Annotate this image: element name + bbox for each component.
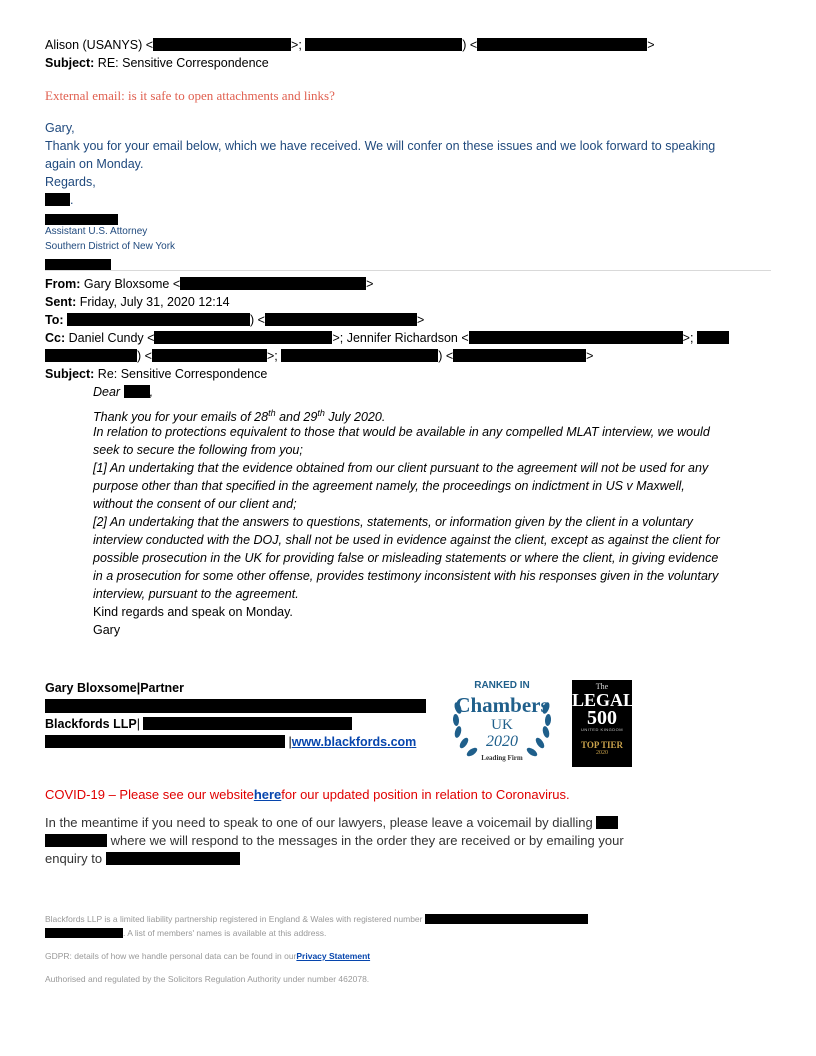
covid-notice: COVID-19 – Please see our websiteherefor our updated position in relation to Coronavirus.	[45, 787, 570, 802]
chambers-badge	[446, 678, 558, 768]
body-line: [1] An undertaking that the evidence obtained from our client pursuant to the agreement will not be used for any	[93, 461, 709, 475]
redaction	[152, 349, 267, 362]
cc-line-continued: ) < >; ) < >	[45, 347, 593, 365]
redaction	[45, 193, 70, 206]
redaction	[425, 914, 588, 924]
thanks-line: Thank you for your emails of 28th and 29th July 2020.	[93, 408, 386, 425]
redaction	[45, 349, 137, 362]
redaction	[45, 834, 107, 847]
to-line: Alison (USANYS) < >; ) < >	[45, 38, 655, 52]
body-line: possible prosecution in the UK for providing false or misleading statements or where the client, in giving evidence	[93, 551, 719, 565]
body-line: [2] An undertaking that the answers to questions, statements, or information given by the client in a voluntary	[93, 515, 693, 529]
redaction	[67, 313, 250, 326]
kind-regards-line: Kind regards and speak on Monday.	[93, 605, 293, 619]
signature-website-line: |www.blackfords.com	[45, 733, 416, 751]
redaction	[45, 735, 285, 748]
reply-signoff-name: .	[45, 191, 73, 209]
to-line-original: To: ) < >	[45, 313, 425, 327]
body-line: seek to secure the following from you;	[93, 443, 303, 457]
external-email-warning: External email: is it safe to open attachments and links?	[45, 88, 335, 103]
signature-firm: Blackfords LLP|	[45, 715, 352, 733]
chambers-year: 2020	[486, 733, 518, 750]
sra-line: Authorised and regulated by the Solicitors Regulation Authority under number 462078.	[45, 974, 370, 984]
redaction	[469, 331, 683, 344]
reply-body-line: Thank you for your email below, which we have received. We will confer on these issues and we look forward to speaking	[45, 139, 716, 153]
redaction	[697, 331, 729, 344]
signer-title: Assistant U.S. Attorney	[45, 226, 148, 237]
voicemail-line: In the meantime if you need to speak to one of our lawyers, please leave a voicemail by dialling	[45, 814, 618, 832]
redacted-address	[45, 699, 426, 714]
redaction	[45, 259, 111, 270]
body-line: In relation to protections equivalent to those that would be available in any compelled MLAT interview, we would	[93, 425, 710, 439]
divider	[45, 270, 771, 271]
redaction	[305, 38, 462, 51]
voicemail-line: enquiry to	[45, 850, 240, 868]
voicemail-line: where we will respond to the messages in the order they are received or by emailing your	[45, 832, 624, 850]
redaction	[281, 349, 438, 362]
sign-line: Gary	[93, 623, 121, 637]
body-line: without the consent of our client and;	[93, 497, 297, 511]
redacted-contact	[45, 257, 111, 271]
covid-here-link[interactable]: here	[253, 787, 282, 802]
registration-line: Blackfords LLP is a limited liability partnership registered in England & Wales with registered number	[45, 914, 588, 924]
website-link[interactable]: www.blackfords.com	[291, 735, 417, 749]
privacy-statement-link[interactable]: Privacy Statement	[296, 951, 371, 961]
redaction	[477, 38, 647, 51]
reply-closing: Regards,	[45, 175, 96, 189]
body-line: interview conducted with the DOJ, shall not be used in evidence against the client, except as against the client for	[93, 533, 720, 547]
redaction	[106, 852, 240, 865]
dear-line: Dear ,	[93, 385, 154, 399]
redaction	[153, 38, 291, 51]
chambers-uk: UK	[491, 717, 513, 733]
subject-line: Subject: RE: Sensitive Correspondence	[45, 56, 269, 70]
chambers-name: Chambers	[455, 693, 549, 717]
redaction	[143, 717, 352, 730]
body-line: purpose other than that specified in the agreement namely, the proceedings on indictment in US v Maxwell,	[93, 479, 685, 493]
redacted-signer	[45, 212, 118, 226]
gdpr-line: GDPR: details of how we handle personal data can be found in ourPrivacy Statement	[45, 951, 371, 961]
redaction	[45, 928, 123, 938]
redaction	[154, 331, 332, 344]
redaction	[596, 816, 618, 829]
redaction	[453, 349, 586, 362]
from-line: From: Gary Bloxsome < >	[45, 277, 374, 291]
body-line: in a prosecution for some other offense, provides testimony inconsistent with his responses given in the voluntary	[93, 569, 719, 583]
legal500-badge: The LEGAL 500 UNITED KINGDOM TOP TIER 2020	[572, 680, 632, 767]
redaction	[265, 313, 417, 326]
signature-name: Gary Bloxsome|Partner	[45, 681, 184, 695]
redaction	[45, 699, 426, 713]
sent-line: Sent: Friday, July 31, 2020 12:14	[45, 295, 230, 309]
chambers-ranked-in: RANKED IN	[474, 680, 530, 691]
body-line: interview, pursuant to the agreement.	[93, 587, 299, 601]
subject-line-original: Subject: Re: Sensitive Correspondence	[45, 367, 268, 381]
cc-line: Cc: Daniel Cundy < >; Jennifer Richardson < >;	[45, 329, 729, 347]
signer-office: Southern District of New York	[45, 241, 176, 252]
registration-line-2: . A list of members' names is available at this address.	[45, 928, 326, 938]
redaction	[180, 277, 366, 290]
redaction	[45, 214, 118, 225]
reply-greeting: Gary,	[45, 121, 75, 135]
reply-body-line: again on Monday.	[45, 157, 144, 171]
redaction	[124, 385, 150, 398]
chambers-tier: Leading Firm	[481, 754, 523, 762]
